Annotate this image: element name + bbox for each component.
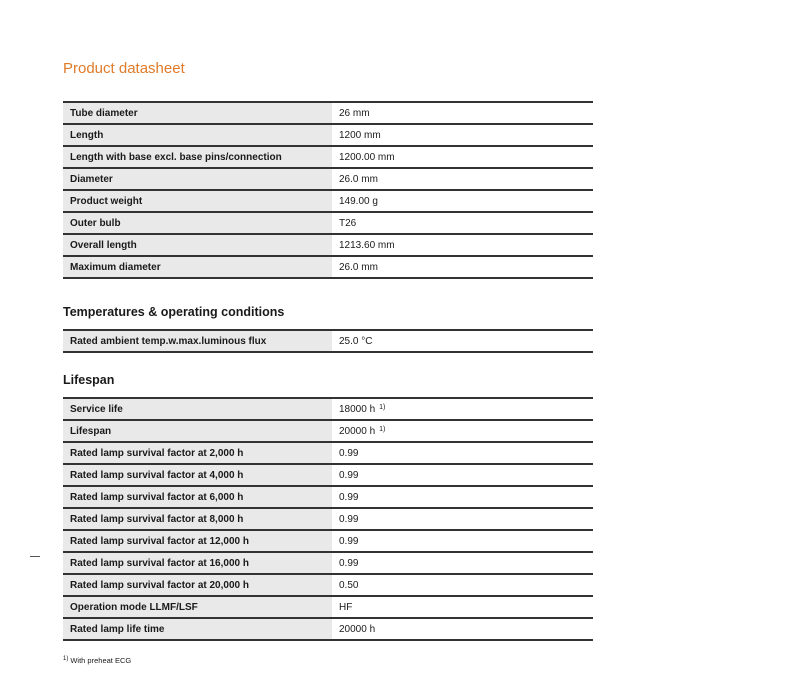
table-row [63, 168, 593, 190]
temperatures-spec-table [63, 329, 593, 353]
table-row [63, 552, 593, 574]
spec-value-cell [333, 190, 594, 212]
table-row [63, 256, 593, 278]
spec-footnote-ref: 1) [379, 403, 386, 411]
spec-value-cell [333, 146, 594, 168]
spec-value: 1200 mm [339, 129, 381, 141]
spec-value: 0.99 [339, 469, 359, 481]
spec-value: 25.0 °C [339, 335, 373, 347]
table-row [63, 330, 593, 352]
spec-value: 1200.00 mm [339, 151, 395, 163]
spec-label: Outer bulb [63, 212, 333, 234]
spec-value: 0.99 [339, 513, 359, 525]
table-row [63, 420, 593, 442]
spec-value: 26.0 mm [339, 173, 378, 185]
spec-value: 26 mm [339, 107, 370, 119]
spec-value: T26 [339, 217, 357, 229]
spec-label: Lifespan [63, 420, 333, 442]
spec-value: 1213.60 mm [339, 239, 395, 251]
spec-value: 0.99 [339, 557, 359, 569]
spec-label: Length [63, 124, 333, 146]
spec-value: 18000 h [339, 403, 376, 415]
spec-value-cell [333, 234, 594, 256]
spec-value: 0.99 [339, 491, 359, 503]
spec-value: 20000 h [339, 425, 376, 437]
table-row [63, 398, 593, 420]
spec-value: 20000 h [339, 623, 376, 635]
spec-label: Rated lamp survival factor at 2,000 h [63, 442, 333, 464]
table-row [63, 596, 593, 618]
lifespan-heading: Lifespan [63, 373, 115, 387]
spec-footnote-ref: 1) [379, 425, 386, 433]
spec-label: Product weight [63, 190, 333, 212]
spec-label: Rated ambient temp.w.max.luminous flux [63, 330, 333, 352]
spec-value-cell [333, 442, 594, 464]
spec-value-cell [333, 552, 594, 574]
table-row [63, 102, 593, 124]
spec-label: Rated lamp survival factor at 8,000 h [63, 508, 333, 530]
spec-value-cell [333, 420, 594, 442]
spec-value: 26.0 mm [339, 261, 378, 273]
spec-value-cell [333, 618, 594, 640]
spec-value-cell [333, 102, 594, 124]
table-row [63, 530, 593, 552]
spec-label: Rated lamp survival factor at 6,000 h [63, 486, 333, 508]
spec-value-cell [333, 464, 594, 486]
table-row [63, 508, 593, 530]
table-row [63, 124, 593, 146]
spec-label: Operation mode LLMF/LSF [63, 596, 333, 618]
spec-label: Overall length [63, 234, 333, 256]
table-row [63, 486, 593, 508]
spec-value: HF [339, 601, 353, 613]
temperatures-heading: Temperatures & operating conditions [63, 305, 285, 319]
spec-label: Rated lamp survival factor at 12,000 h [63, 530, 333, 552]
spec-value: 0.50 [339, 579, 359, 591]
spec-value-cell [333, 212, 594, 234]
spec-label: Length with base excl. base pins/connection [63, 146, 333, 168]
table-row [63, 190, 593, 212]
footnote-text: With preheat ECG [70, 656, 132, 665]
spec-value-cell [333, 256, 594, 278]
spec-value-cell [333, 330, 594, 352]
spec-value-cell [333, 168, 594, 190]
spec-label: Rated lamp survival factor at 20,000 h [63, 574, 333, 596]
table-row [63, 212, 593, 234]
spec-label: Tube diameter [63, 102, 333, 124]
page-title: Product datasheet [63, 60, 185, 77]
spec-label: Maximum diameter [63, 256, 333, 278]
spec-value-cell [333, 596, 594, 618]
spec-value-cell [333, 398, 594, 420]
spec-value-cell [333, 124, 594, 146]
spec-value: 149.00 g [339, 195, 378, 207]
table-row [63, 464, 593, 486]
footnote [63, 656, 131, 665]
table-row [63, 442, 593, 464]
spec-value-cell [333, 574, 594, 596]
spec-value: 0.99 [339, 535, 359, 547]
table-row [63, 234, 593, 256]
spec-value-cell [333, 508, 594, 530]
spec-label: Service life [63, 398, 333, 420]
table-row [63, 146, 593, 168]
spec-label: Rated lamp survival factor at 4,000 h [63, 464, 333, 486]
spec-label: Rated lamp survival factor at 16,000 h [63, 552, 333, 574]
spec-value-cell [333, 530, 594, 552]
margin-mark [30, 556, 40, 557]
table-row [63, 574, 593, 596]
lifespan-spec-table [63, 397, 593, 641]
spec-label: Rated lamp life time [63, 618, 333, 640]
spec-label: Diameter [63, 168, 333, 190]
spec-value: 0.99 [339, 447, 359, 459]
table-row [63, 618, 593, 640]
footnote-marker: 1) [63, 656, 69, 662]
general-spec-table [63, 101, 593, 279]
spec-value-cell [333, 486, 594, 508]
